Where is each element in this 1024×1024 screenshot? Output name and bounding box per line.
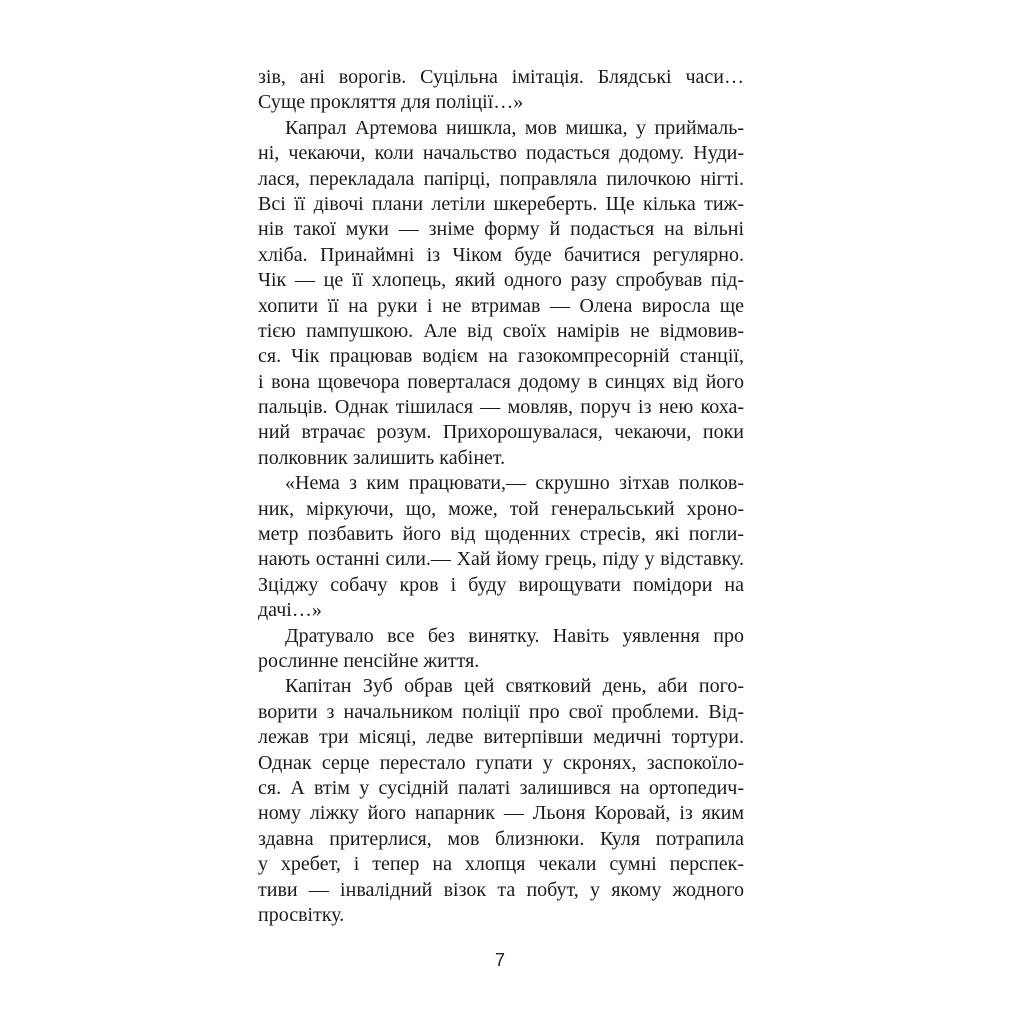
text-line: нів такої муки — зніме форму й подасться на вільні xyxy=(258,218,744,241)
text-line: «Нема з ким працювати,— скрушно зітхав полков- xyxy=(285,472,744,495)
text-line: ний втрачає розум. Прихорошувалася, чекаючи, поки xyxy=(258,421,744,444)
paragraph xyxy=(258,674,744,928)
paragraph xyxy=(258,624,744,675)
text-line: ному ліжку його напарник — Льоня Коровай, із яким xyxy=(258,802,744,825)
text-line: тією пампушкою. Але від своїх намірів не відмовив- xyxy=(258,319,744,342)
text-line: здавна притерлися, мов близнюки. Куля потрапила xyxy=(258,827,744,850)
text-line: лася, перекладала папірці, поправляла пилочкою нігті. xyxy=(258,167,744,190)
text-line: Чік — це її хлопець, який одного разу спробував під- xyxy=(258,269,744,292)
text-line: просвітку. xyxy=(258,903,345,926)
page-number: 7 xyxy=(494,950,505,970)
text-line: зів, ані ворогів. Суцільна імітація. Блядські часи… xyxy=(258,66,744,88)
text-line: дачі…» xyxy=(258,599,322,622)
text-line: Зціджу собачу кров і буду вирощувати помідори на xyxy=(258,573,744,596)
text-line: метр позбавить його від щоденних стресів, які погли- xyxy=(258,523,744,546)
text-line: рослинне пенсійне життя. xyxy=(258,649,480,672)
text-line: хопити її на руки і не втримав — Олена виросла ще xyxy=(258,294,744,317)
text-line: ся. А втім у сусідній палаті залишився на ортопедич- xyxy=(258,776,744,799)
text-line: нають останні сили.— Хай йому грець, піду у відставку. xyxy=(258,548,744,571)
text-line: Всі її дівочі плани летіли шкереберть. Ще кілька тиж- xyxy=(258,192,744,215)
text-line: лежав три місяці, ледве витерпівши медичні тортури. xyxy=(258,726,744,749)
body-text xyxy=(258,65,744,928)
paragraph xyxy=(258,471,744,623)
text-line: полковник залишить кабінет. xyxy=(258,446,506,469)
text-line: пальців. Однак тішилася — мовляв, поруч із нею коха- xyxy=(258,396,744,419)
text-line: Капітан Зуб обрав цей святковий день, аби пого- xyxy=(285,675,744,698)
text-line: Суще прокляття для поліції…» xyxy=(258,91,524,114)
text-line: Однак серце перестало гупати у скронях, заспокоїло- xyxy=(258,751,744,774)
text-line: ся. Чік працював водієм на газокомпресорній станції, xyxy=(258,345,744,368)
text-line: у хребет, і тепер на хлопця чекали сумні перспек- xyxy=(258,853,744,876)
text-line: ник, міркуючи, що, може, той генеральський хроно- xyxy=(258,497,744,520)
text-line: Дратувало все без винятку. Навіть уявлення про xyxy=(285,624,744,647)
paragraph xyxy=(258,65,744,116)
text-line: ворити з начальником поліції про свої проблеми. Від- xyxy=(258,700,744,723)
text-line: тиви — інвалідний візок та побут, у якому жодного xyxy=(258,878,744,901)
paragraph xyxy=(258,116,744,471)
text-line: Капрал Артемова нишкла, мов мишка, у приймаль- xyxy=(285,116,744,139)
text-line: і вона щовечора поверталася додому в синцях від його xyxy=(258,370,744,393)
text-line: хліба. Принаймні із Чіком буде бачитися регулярно. xyxy=(258,243,744,266)
text-line: ні, чекаючи, коли начальство подасться додому. Нуди- xyxy=(258,142,744,165)
